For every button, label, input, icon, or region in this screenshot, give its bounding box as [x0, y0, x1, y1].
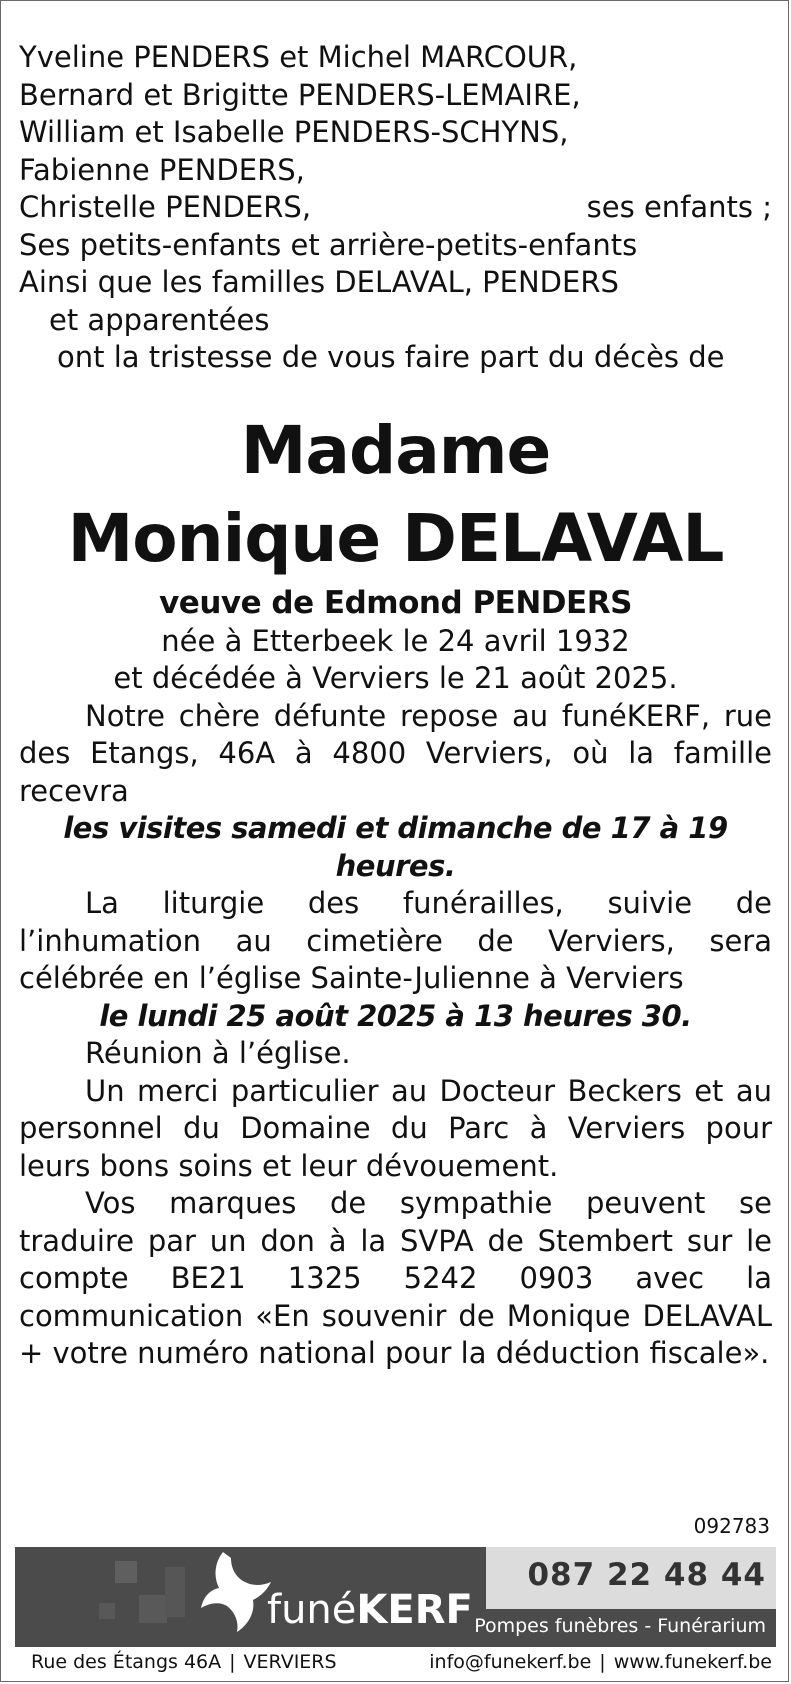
phone-box [486, 1547, 776, 1609]
phone-number[interactable]: 087 22 48 44 [527, 1557, 766, 1593]
announcement: ont la tristesse de vous faire part du décès de [57, 340, 725, 374]
deceased-name-block [19, 407, 772, 583]
birth-info: née à Etterbeek le 24 avril 1932 [161, 623, 630, 658]
family-line: Ses petits-enfants et arrière-petits-enfants [19, 227, 638, 262]
funeral-home-banner [15, 1547, 776, 1647]
widow-of: veuve de Edmond PENDERS [159, 584, 632, 621]
brand-logo-text [267, 1587, 473, 1633]
family-line: et apparentées [49, 302, 270, 337]
separator: | [229, 1651, 236, 1673]
death-info: et décédée à Verviers le 21 août 2025. [113, 661, 678, 695]
separator: | [599, 1651, 606, 1673]
footer-contact [31, 1649, 772, 1675]
reference-number: 092783 [693, 1514, 770, 1538]
brand-prefix: funé [267, 1587, 357, 1633]
family-line: Fabienne PENDERS, [19, 152, 305, 187]
email-link[interactable]: info@funekerf.be [429, 1651, 592, 1673]
family-line: Christelle PENDERS, [19, 190, 312, 224]
liturgy-paragraph: La liturgie des funérailles, suivie de l’inhumation au cimetière de Verviers, sera célébrée en l’église Sainte-Julienne à Verviers [19, 886, 772, 995]
family-line: Ainsi que les familles DELAVAL, PENDERS [19, 265, 619, 299]
address: Rue des Étangs 46A [31, 1651, 222, 1673]
repose-paragraph: Notre chère défunte repose au funéKERF, rue des Etangs, 46A à 4800 Verviers, où la famille recevra [19, 698, 772, 808]
visits-info: les visites samedi et dimanche de 17 à 19 heures. [63, 811, 728, 883]
thanks-paragraph: Un merci particulier au Docteur Beckers et au personnel du Domaine du Parc à Verviers pour leurs bons soins et leur dévouement. [19, 1073, 772, 1183]
children-label: ses enfants ; [586, 190, 772, 224]
family-line: William et Isabelle PENDERS-SCHYNS, [19, 115, 569, 149]
website-link[interactable]: www.funekerf.be [613, 1651, 772, 1673]
meeting-info: Réunion à l’église. [85, 1036, 351, 1070]
notice-content [19, 39, 772, 1373]
tagline: Pompes funèbres - Funérarium [474, 1615, 766, 1637]
footer-right [429, 1649, 772, 1675]
deceased-name: Monique DELAVAL [67, 499, 724, 577]
brand-suffix: KERF [356, 1587, 473, 1633]
family-line: Bernard et Brigitte PENDERS-LEMAIRE, [19, 77, 581, 112]
family-line-children [19, 189, 772, 227]
city: VERVIERS [243, 1651, 337, 1673]
deceased-title: Madame [240, 411, 551, 489]
footer-left [31, 1649, 337, 1675]
dove-icon [195, 1550, 275, 1634]
donation-paragraph: Vos marques de sympathie peuvent se traduire par un don à la SVPA de Stembert sur le compte BE21 1325 5242 0903 avec la communication «En souvenir de Monique DELAVAL + votre numéro national pour la déduction fiscale». [19, 1186, 772, 1370]
liturgy-date: le lundi 25 août 2025 à 13 heures 30. [99, 998, 692, 1033]
family-line: Yveline PENDERS et Michel MARCOUR, [19, 40, 578, 74]
